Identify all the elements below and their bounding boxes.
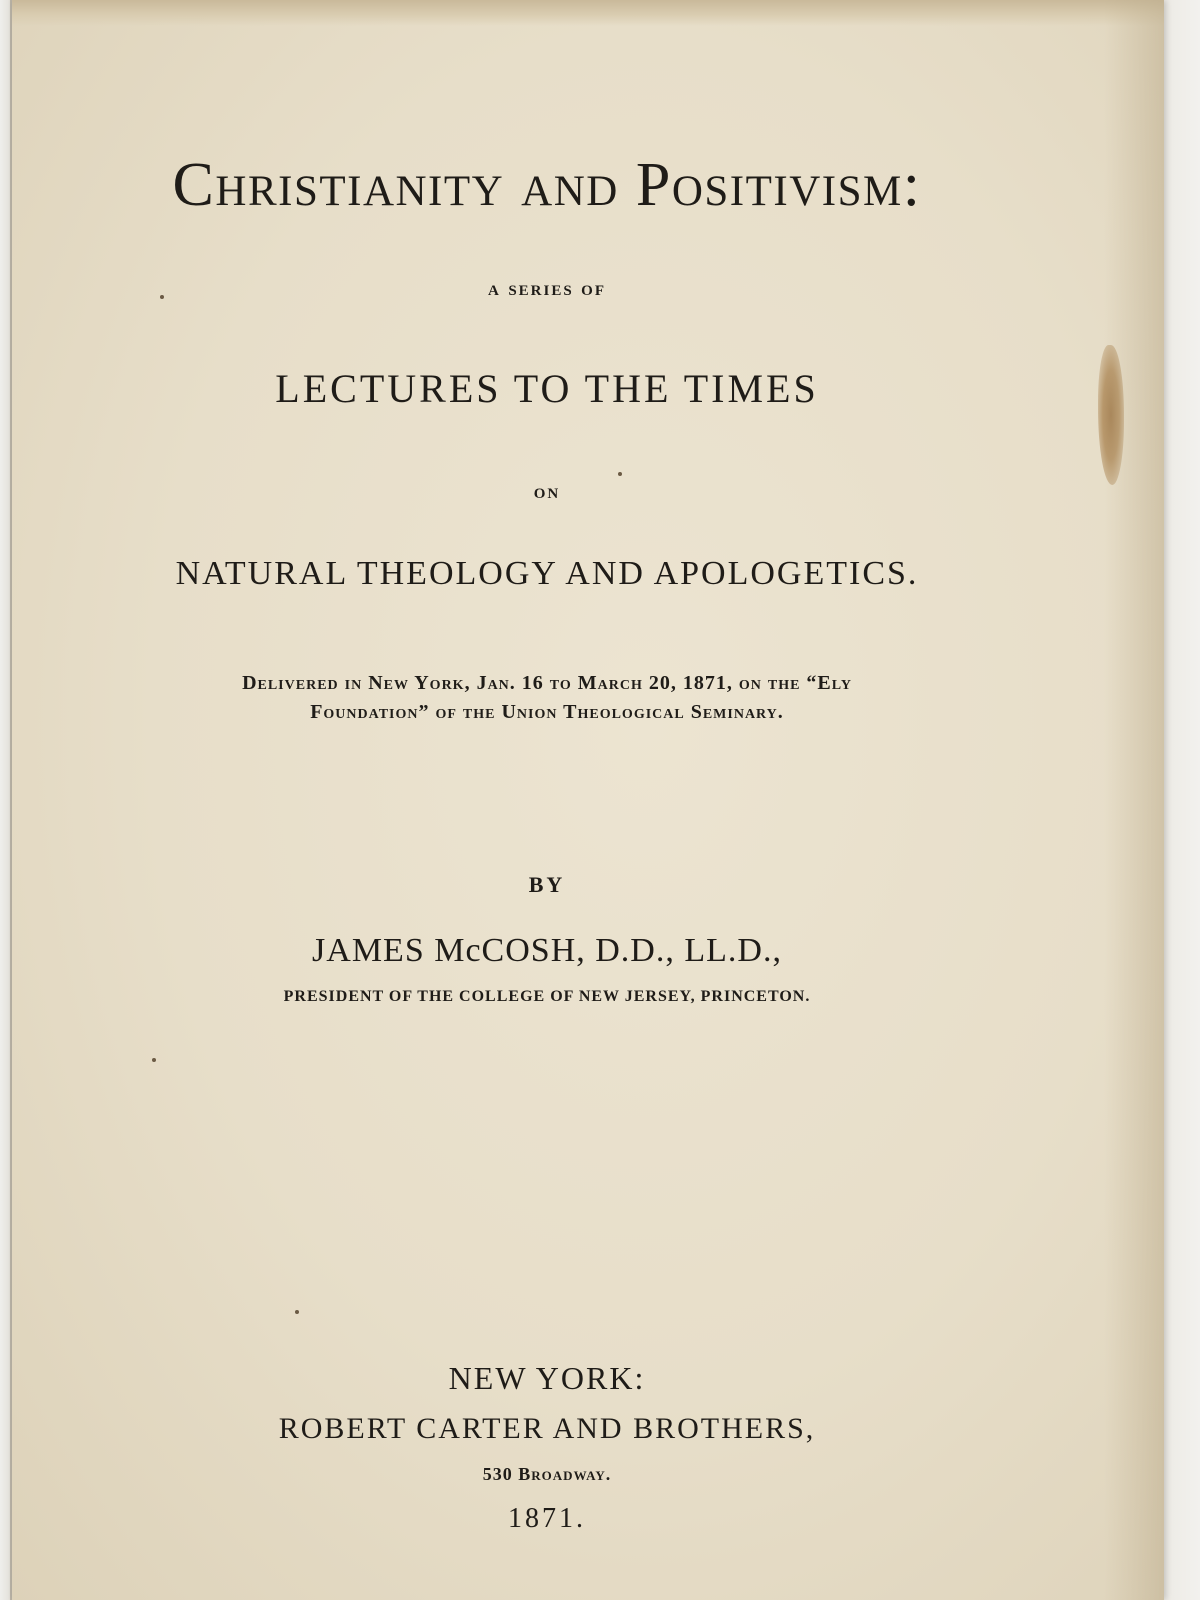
imprint-city: NEW YORK:	[448, 1360, 646, 1396]
paper-speck	[152, 1058, 156, 1062]
page-right-shade	[1104, 0, 1164, 1600]
delivery-note-line-2: Foundation” of the Union Theological Seminary.	[310, 701, 784, 723]
subject-line: NATURAL THEOLOGY AND APOLOGETICS.	[175, 555, 919, 592]
series-title: LECTURES TO THE TIMES	[275, 366, 819, 411]
title-page	[12, 0, 1164, 1600]
by-line: BY	[528, 872, 566, 897]
imprint-year: 1871.	[508, 1503, 586, 1534]
paper-speck	[618, 472, 622, 476]
imprint-address: 530 Broadway.	[482, 1464, 612, 1484]
top-water-stain	[12, 0, 1164, 26]
delivery-note-line-1: Delivered in New York, Jan. 16 to March 20, 1871, on the “Ely	[242, 672, 852, 694]
author-name: JAMES McCOSH, D.D., LL.D.,	[312, 932, 782, 969]
paper-speck	[295, 1310, 299, 1314]
imprint-publisher: ROBERT CARTER AND BROTHERS,	[278, 1412, 816, 1445]
book-title: Christianity and Positivism:	[172, 151, 922, 219]
connector-on: on	[533, 478, 561, 503]
series-intro: a series of	[487, 275, 607, 300]
author-position: PRESIDENT OF THE COLLEGE OF NEW JERSEY, PRINCETON.	[283, 988, 811, 1005]
